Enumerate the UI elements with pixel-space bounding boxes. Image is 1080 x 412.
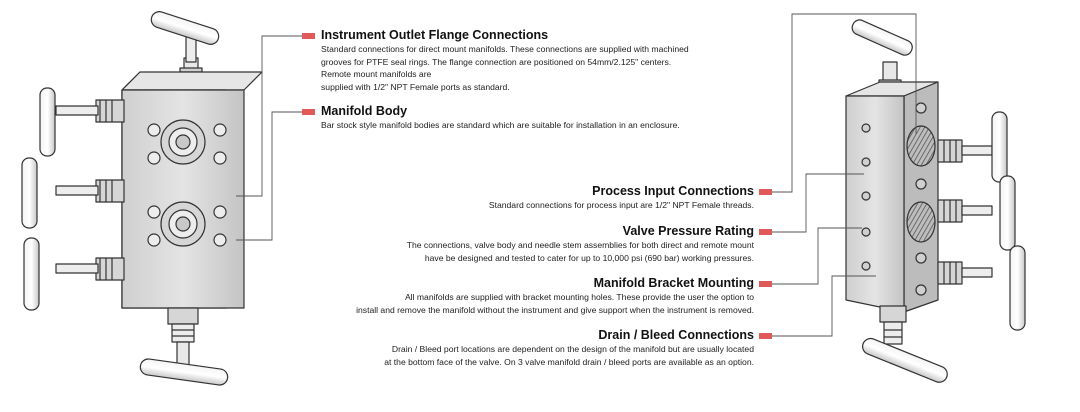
callout-line: grooves for PTFE seal rings. The flange connection are positioned on 54mm/2.125" centers.: [321, 56, 672, 67]
callout-title: Process Input Connections: [592, 184, 754, 198]
callout-body: [321, 43, 776, 93]
callout-drain-bleed: [290, 328, 754, 368]
left-side-valves: [22, 88, 124, 310]
leader-instrument-outlet: [236, 36, 302, 196]
callout-line: Remote mount manifolds are: [321, 69, 432, 79]
callout-line: Drain / Bleed port locations are dependent on the design of the manifold but are usually located: [391, 344, 754, 354]
callout-manifold-body: [321, 104, 776, 132]
callout-process-input: [300, 184, 754, 212]
callout-line: install and remove the manifold without the instrument and give support when the instrument is removed.: [356, 304, 754, 315]
callout-line: All manifolds are supplied with bracket mounting holes. These provide the user the option to: [404, 292, 754, 302]
callout-line: The connections, valve body and needle stem assemblies for both direct and remote mount: [406, 240, 754, 250]
callout-line: supplied with 1/2" NPT Female ports as standard.: [321, 81, 510, 92]
marker-process-input: [759, 189, 772, 195]
callout-body: [300, 199, 754, 212]
callout-line: Standard connections for process input are 1/2" NPT Female threads.: [488, 200, 754, 210]
marker-drain-bleed: [759, 333, 772, 339]
left-manifold: [22, 10, 262, 386]
callout-body: [270, 291, 754, 316]
callout-title: Manifold Bracket Mounting: [593, 276, 754, 290]
callout-instrument-outlet: [321, 28, 776, 93]
callout-body: [300, 239, 754, 264]
callout-line: Standard connections for direct mount manifolds. These connections are supplied with machined: [321, 44, 689, 54]
marker-manifold-body: [302, 109, 315, 115]
callout-bracket-mounting: [270, 276, 754, 316]
callout-body: [290, 343, 754, 368]
marker-bracket-mounting: [759, 281, 772, 287]
callout-title: Instrument Outlet Flange Connections: [321, 28, 549, 42]
callout-valve-pressure: [300, 224, 754, 264]
callout-title: Valve Pressure Rating: [622, 224, 754, 238]
left-bottom-valve: [139, 308, 228, 386]
right-manifold: [846, 18, 1025, 385]
marker-instrument-outlet: [302, 33, 315, 39]
marker-valve-pressure: [759, 229, 772, 235]
callout-line: Bar stock style manifold bodies are standard which are suitable for installation in an enclosure.: [321, 120, 680, 130]
callout-title: Manifold Body: [321, 104, 408, 118]
leader-manifold-body: [236, 112, 302, 240]
right-side-valves: [938, 112, 1025, 330]
callout-line: have be designed and tested to cater for up to 10,000 psi (690 bar) working pressures.: [424, 252, 754, 263]
callout-line: at the bottom face of the valve. On 3 valve manifold drain / bleed ports are available as an option.: [384, 356, 754, 367]
callout-body: [321, 119, 776, 132]
right-bottom-valve: [860, 306, 949, 385]
callout-title: Drain / Bleed Connections: [598, 328, 754, 342]
